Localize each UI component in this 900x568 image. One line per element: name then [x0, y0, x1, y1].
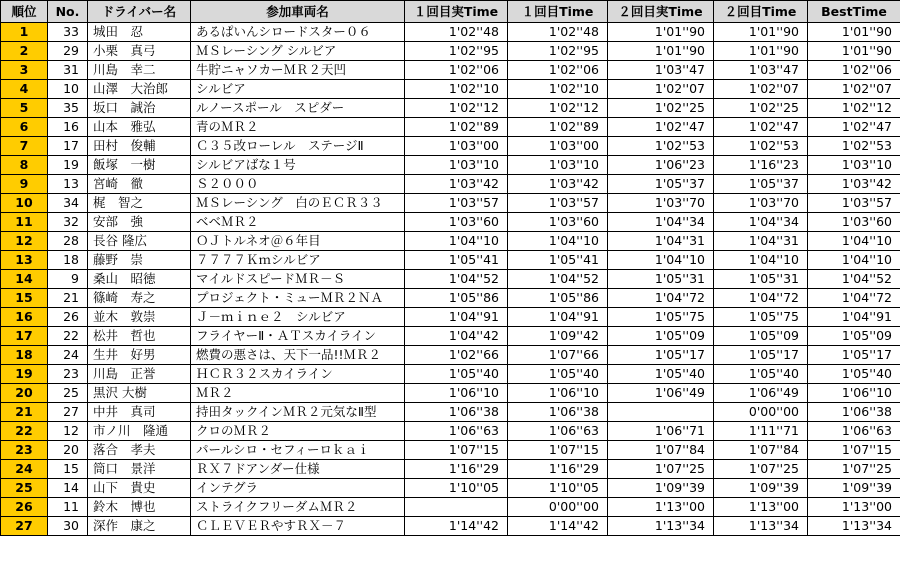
run1-actual-time-cell: 1'02''10 [405, 80, 508, 99]
driver-name-cell: 飯塚 一樹 [88, 156, 191, 175]
best-time-cell: 1'02''53 [808, 137, 900, 156]
run2-time-cell: 1'04''31 [714, 232, 808, 251]
run1-time-cell: 1'02''12 [508, 99, 608, 118]
best-time-cell: 1'01''90 [808, 42, 900, 61]
run2-time-cell: 1'05''31 [714, 270, 808, 289]
run2-time-cell: 1'05''17 [714, 346, 808, 365]
driver-name-cell: 川島 正誉 [88, 365, 191, 384]
table-row [1, 42, 900, 61]
driver-name-cell: 中井 真司 [88, 403, 191, 422]
car-number-cell: 16 [48, 118, 88, 137]
run1-time-cell: 1'05''86 [508, 289, 608, 308]
rank-cell: 6 [1, 118, 48, 137]
run1-actual-time-cell: 1'03''60 [405, 213, 508, 232]
driver-name-cell: 宮崎 徹 [88, 175, 191, 194]
driver-name-cell: 桑山 昭徳 [88, 270, 191, 289]
rank-cell: 11 [1, 213, 48, 232]
table-row [1, 194, 900, 213]
header-run2-actual: ２回目実Time [608, 1, 714, 23]
car-name-cell: パールシロ・セフィーロｋａｉ [191, 441, 405, 460]
rank-cell: 26 [1, 498, 48, 517]
run1-actual-time-cell: 1'04''42 [405, 327, 508, 346]
table-row [1, 99, 900, 118]
car-number-cell: 25 [48, 384, 88, 403]
car-number-cell: 28 [48, 232, 88, 251]
table-row [1, 175, 900, 194]
run2-actual-time-cell: 1'06''49 [608, 384, 714, 403]
driver-name-cell: 藤野 崇 [88, 251, 191, 270]
table-row [1, 289, 900, 308]
run1-actual-time-cell: 1'02''48 [405, 23, 508, 42]
driver-name-cell: 深作 康之 [88, 517, 191, 536]
rank-cell: 27 [1, 517, 48, 536]
rank-cell: 8 [1, 156, 48, 175]
run1-time-cell: 1'14''42 [508, 517, 608, 536]
driver-name-cell: 梶 智之 [88, 194, 191, 213]
table-row [1, 137, 900, 156]
rank-cell: 12 [1, 232, 48, 251]
car-number-cell: 19 [48, 156, 88, 175]
header-run1-time: １回目Time [508, 1, 608, 23]
car-number-cell: 29 [48, 42, 88, 61]
run2-time-cell: 1'07''25 [714, 460, 808, 479]
car-name-cell: 青のＭＲ２ [191, 118, 405, 137]
run2-time-cell: 1'05''09 [714, 327, 808, 346]
header-run1-actual: １回目実Time [405, 1, 508, 23]
run2-time-cell: 1'02''47 [714, 118, 808, 137]
run2-actual-time-cell [608, 403, 714, 422]
rank-cell: 16 [1, 308, 48, 327]
best-time-cell: 1'04''52 [808, 270, 900, 289]
run2-time-cell: 0'00''00 [714, 403, 808, 422]
run1-actual-time-cell: 1'05''41 [405, 251, 508, 270]
best-time-cell: 1'05''09 [808, 327, 900, 346]
car-number-cell: 24 [48, 346, 88, 365]
run2-time-cell: 1'13''00 [714, 498, 808, 517]
table-row [1, 327, 900, 346]
run1-time-cell: 1'02''89 [508, 118, 608, 137]
best-time-cell: 1'07''15 [808, 441, 900, 460]
driver-name-cell: 山本 雅弘 [88, 118, 191, 137]
car-name-cell: 燃費の悪さは、天下一品!!ＭＲ２ [191, 346, 405, 365]
car-number-cell: 21 [48, 289, 88, 308]
best-time-cell: 1'02''12 [808, 99, 900, 118]
run2-actual-time-cell: 1'02''47 [608, 118, 714, 137]
run2-actual-time-cell: 1'02''07 [608, 80, 714, 99]
run1-time-cell: 1'06''38 [508, 403, 608, 422]
car-name-cell: ＯＪトルネオ＠６年目 [191, 232, 405, 251]
run2-actual-time-cell: 1'05''75 [608, 308, 714, 327]
run1-time-cell: 1'03''57 [508, 194, 608, 213]
run1-time-cell: 1'03''60 [508, 213, 608, 232]
run2-actual-time-cell: 1'06''23 [608, 156, 714, 175]
header-number: No. [48, 1, 88, 23]
run1-time-cell: 1'03''10 [508, 156, 608, 175]
run2-actual-time-cell: 1'04''10 [608, 251, 714, 270]
run2-actual-time-cell: 1'07''25 [608, 460, 714, 479]
run2-actual-time-cell: 1'04''72 [608, 289, 714, 308]
driver-name-cell: 城田 忍 [88, 23, 191, 42]
run2-time-cell: 1'09''39 [714, 479, 808, 498]
car-number-cell: 11 [48, 498, 88, 517]
car-number-cell: 10 [48, 80, 88, 99]
car-number-cell: 27 [48, 403, 88, 422]
run2-actual-time-cell: 1'03''70 [608, 194, 714, 213]
table-row [1, 498, 900, 517]
car-name-cell: あるぱいんシロードスター０６ [191, 23, 405, 42]
rank-cell: 14 [1, 270, 48, 289]
run2-time-cell: 1'02''07 [714, 80, 808, 99]
table-row [1, 308, 900, 327]
best-time-cell: 1'04''91 [808, 308, 900, 327]
car-number-cell: 33 [48, 23, 88, 42]
car-name-cell: ストライクフリーダムＭＲ２ [191, 498, 405, 517]
driver-name-cell: 山澤 大治郎 [88, 80, 191, 99]
table-row [1, 213, 900, 232]
run2-actual-time-cell: 1'03''47 [608, 61, 714, 80]
best-time-cell: 1'03''57 [808, 194, 900, 213]
driver-name-cell: 田村 俊輔 [88, 137, 191, 156]
best-time-cell: 1'06''38 [808, 403, 900, 422]
driver-name-cell: 川島 幸二 [88, 61, 191, 80]
car-number-cell: 18 [48, 251, 88, 270]
car-number-cell: 22 [48, 327, 88, 346]
table-row [1, 118, 900, 137]
car-number-cell: 26 [48, 308, 88, 327]
table-row [1, 441, 900, 460]
car-number-cell: 15 [48, 460, 88, 479]
best-time-cell: 1'04''10 [808, 232, 900, 251]
best-time-cell: 1'05''40 [808, 365, 900, 384]
run1-actual-time-cell: 1'07''15 [405, 441, 508, 460]
run2-actual-time-cell: 1'04''34 [608, 213, 714, 232]
rank-cell: 18 [1, 346, 48, 365]
run2-actual-time-cell: 1'05''09 [608, 327, 714, 346]
run1-time-cell: 1'06''63 [508, 422, 608, 441]
run1-time-cell: 1'10''05 [508, 479, 608, 498]
run1-time-cell: 1'09''42 [508, 327, 608, 346]
run1-actual-time-cell: 1'05''86 [405, 289, 508, 308]
run1-actual-time-cell: 1'04''10 [405, 232, 508, 251]
run1-time-cell: 1'02''95 [508, 42, 608, 61]
run1-actual-time-cell: 1'02''12 [405, 99, 508, 118]
car-number-cell: 31 [48, 61, 88, 80]
driver-name-cell: 篠崎 寿之 [88, 289, 191, 308]
run2-time-cell: 1'01''90 [714, 42, 808, 61]
car-number-cell: 34 [48, 194, 88, 213]
driver-name-cell: 長谷 隆広 [88, 232, 191, 251]
run2-actual-time-cell: 1'05''17 [608, 346, 714, 365]
rank-cell: 25 [1, 479, 48, 498]
run1-actual-time-cell: 1'16''29 [405, 460, 508, 479]
run2-time-cell: 1'06''49 [714, 384, 808, 403]
rank-cell: 4 [1, 80, 48, 99]
driver-name-cell: 筒口 景洋 [88, 460, 191, 479]
table-row [1, 517, 900, 536]
run1-time-cell: 1'05''41 [508, 251, 608, 270]
car-name-cell: ルノースポール スピダー [191, 99, 405, 118]
run1-actual-time-cell: 1'03''10 [405, 156, 508, 175]
run1-time-cell: 1'02''06 [508, 61, 608, 80]
car-name-cell: ＭＳレーシング シルビア [191, 42, 405, 61]
run2-actual-time-cell: 1'05''40 [608, 365, 714, 384]
rank-cell: 10 [1, 194, 48, 213]
run2-time-cell: 1'05''37 [714, 175, 808, 194]
table-row [1, 80, 900, 99]
best-time-cell: 1'01''90 [808, 23, 900, 42]
rank-cell: 13 [1, 251, 48, 270]
car-name-cell: ＭＳレーシング 白のＥＣＲ３３ [191, 194, 405, 213]
run1-time-cell: 1'04''52 [508, 270, 608, 289]
driver-name-cell: 小栗 真弓 [88, 42, 191, 61]
driver-name-cell: 鈴木 博也 [88, 498, 191, 517]
car-name-cell: ベベＭＲ２ [191, 213, 405, 232]
table-row [1, 232, 900, 251]
table-row [1, 61, 900, 80]
header-row [1, 1, 900, 23]
run2-time-cell: 1'02''25 [714, 99, 808, 118]
best-time-cell: 1'03''42 [808, 175, 900, 194]
run1-actual-time-cell: 1'14''42 [405, 517, 508, 536]
car-name-cell: ＣＬＥＶＥＲやすＲＸ－７ [191, 517, 405, 536]
car-number-cell: 12 [48, 422, 88, 441]
best-time-cell: 1'04''72 [808, 289, 900, 308]
rank-cell: 24 [1, 460, 48, 479]
run2-actual-time-cell: 1'01''90 [608, 23, 714, 42]
car-name-cell: フライヤーⅡ・ＡＴスカイライン [191, 327, 405, 346]
car-number-cell: 35 [48, 99, 88, 118]
run2-actual-time-cell: 1'05''31 [608, 270, 714, 289]
run1-actual-time-cell: 1'02''95 [405, 42, 508, 61]
run2-time-cell: 1'13''34 [714, 517, 808, 536]
run2-actual-time-cell: 1'13''00 [608, 498, 714, 517]
driver-name-cell: 坂口 誠治 [88, 99, 191, 118]
car-number-cell: 30 [48, 517, 88, 536]
table-body [1, 23, 900, 536]
table-row [1, 422, 900, 441]
best-time-cell: 1'03''10 [808, 156, 900, 175]
run1-time-cell: 1'06''10 [508, 384, 608, 403]
car-name-cell: Ｊ－ｍｉｎｅ２ シルビア [191, 308, 405, 327]
run2-time-cell: 1'05''75 [714, 308, 808, 327]
driver-name-cell: 松井 哲也 [88, 327, 191, 346]
run2-actual-time-cell: 1'02''53 [608, 137, 714, 156]
rank-cell: 15 [1, 289, 48, 308]
car-number-cell: 9 [48, 270, 88, 289]
car-name-cell: インテグラ [191, 479, 405, 498]
car-name-cell: ＭＲ２ [191, 384, 405, 403]
table-row [1, 460, 900, 479]
rank-cell: 1 [1, 23, 48, 42]
run2-time-cell: 1'05''40 [714, 365, 808, 384]
car-name-cell: マイルドスピードＭＲ－Ｓ [191, 270, 405, 289]
car-number-cell: 20 [48, 441, 88, 460]
best-time-cell: 1'13''00 [808, 498, 900, 517]
rank-cell: 19 [1, 365, 48, 384]
run2-actual-time-cell: 1'07''84 [608, 441, 714, 460]
table-row [1, 251, 900, 270]
run2-time-cell: 1'04''10 [714, 251, 808, 270]
car-name-cell: シルビアばな１号 [191, 156, 405, 175]
driver-name-cell: 落合 孝夫 [88, 441, 191, 460]
run1-actual-time-cell: 1'06''10 [405, 384, 508, 403]
rank-cell: 20 [1, 384, 48, 403]
run1-actual-time-cell: 1'02''66 [405, 346, 508, 365]
car-name-cell: 持田タックインＭＲ２元気なⅡ型 [191, 403, 405, 422]
run1-time-cell: 1'04''91 [508, 308, 608, 327]
best-time-cell: 1'02''06 [808, 61, 900, 80]
run2-time-cell: 1'02''53 [714, 137, 808, 156]
table-header [1, 1, 900, 23]
rank-cell: 22 [1, 422, 48, 441]
driver-name-cell: 並木 敦崇 [88, 308, 191, 327]
run2-actual-time-cell: 1'06''71 [608, 422, 714, 441]
run2-time-cell: 1'04''72 [714, 289, 808, 308]
run1-actual-time-cell: 1'06''63 [405, 422, 508, 441]
car-name-cell: シルビア [191, 80, 405, 99]
rank-cell: 3 [1, 61, 48, 80]
table-row [1, 23, 900, 42]
best-time-cell: 1'02''47 [808, 118, 900, 137]
run2-time-cell: 1'11''71 [714, 422, 808, 441]
run2-time-cell: 1'07''84 [714, 441, 808, 460]
table-row [1, 156, 900, 175]
run1-actual-time-cell: 1'03''42 [405, 175, 508, 194]
best-time-cell: 1'06''63 [808, 422, 900, 441]
header-rank: 順位 [1, 1, 48, 23]
car-name-cell: Ｓ２０００ [191, 175, 405, 194]
car-name-cell: Ｃ３５改ローレル ステージⅡ [191, 137, 405, 156]
best-time-cell: 1'13''34 [808, 517, 900, 536]
driver-name-cell: 安部 強 [88, 213, 191, 232]
best-time-cell: 1'02''07 [808, 80, 900, 99]
run1-actual-time-cell: 1'04''91 [405, 308, 508, 327]
run1-time-cell: 1'03''42 [508, 175, 608, 194]
run2-time-cell: 1'03''70 [714, 194, 808, 213]
run1-actual-time-cell: 1'03''00 [405, 137, 508, 156]
run1-time-cell: 1'02''10 [508, 80, 608, 99]
rank-cell: 5 [1, 99, 48, 118]
car-name-cell: ＨＣＲ３２スカイライン [191, 365, 405, 384]
run2-actual-time-cell: 1'02''25 [608, 99, 714, 118]
run2-time-cell: 1'04''34 [714, 213, 808, 232]
driver-name-cell: 生井 好男 [88, 346, 191, 365]
car-name-cell: 牛貯ニャソカーＭＲ２天凹 [191, 61, 405, 80]
table-row [1, 384, 900, 403]
run1-time-cell: 1'16''29 [508, 460, 608, 479]
header-best-time: BestTime [808, 1, 900, 23]
best-time-cell: 1'06''10 [808, 384, 900, 403]
rank-cell: 2 [1, 42, 48, 61]
table-row [1, 403, 900, 422]
run2-actual-time-cell: 1'09''39 [608, 479, 714, 498]
table-row [1, 479, 900, 498]
car-number-cell: 23 [48, 365, 88, 384]
car-name-cell: プロジェクト・ミューＭＲ２ＮＡ [191, 289, 405, 308]
table-row [1, 270, 900, 289]
header-run2-time: ２回目Time [714, 1, 808, 23]
best-time-cell: 1'04''10 [808, 251, 900, 270]
run2-time-cell: 1'16''23 [714, 156, 808, 175]
best-time-cell: 1'03''60 [808, 213, 900, 232]
best-time-cell: 1'05''17 [808, 346, 900, 365]
run2-actual-time-cell: 1'05''37 [608, 175, 714, 194]
run1-actual-time-cell: 1'06''38 [405, 403, 508, 422]
car-name-cell: クロのＭＲ２ [191, 422, 405, 441]
rank-cell: 21 [1, 403, 48, 422]
run2-actual-time-cell: 1'01''90 [608, 42, 714, 61]
run1-time-cell: 1'02''48 [508, 23, 608, 42]
rank-cell: 7 [1, 137, 48, 156]
rank-cell: 23 [1, 441, 48, 460]
run1-time-cell: 1'03''00 [508, 137, 608, 156]
run1-actual-time-cell: 1'10''05 [405, 479, 508, 498]
driver-name-cell: 市ノ川 隆通 [88, 422, 191, 441]
run1-actual-time-cell: 1'02''89 [405, 118, 508, 137]
best-time-cell: 1'09''39 [808, 479, 900, 498]
run1-actual-time-cell: 1'02''06 [405, 61, 508, 80]
driver-name-cell: 黒沢 大樹 [88, 384, 191, 403]
table-row [1, 346, 900, 365]
run2-time-cell: 1'01''90 [714, 23, 808, 42]
driver-name-cell: 山下 貴史 [88, 479, 191, 498]
rank-cell: 17 [1, 327, 48, 346]
run2-actual-time-cell: 1'04''31 [608, 232, 714, 251]
run1-actual-time-cell: 1'04''52 [405, 270, 508, 289]
run1-time-cell: 1'07''66 [508, 346, 608, 365]
header-driver: ドライバー名 [88, 1, 191, 23]
run1-time-cell: 1'05''40 [508, 365, 608, 384]
header-car: 参加車両名 [191, 1, 405, 23]
run1-time-cell: 1'07''15 [508, 441, 608, 460]
run1-actual-time-cell: 1'05''40 [405, 365, 508, 384]
car-name-cell: ７７７７Ｋｍシルビア [191, 251, 405, 270]
rank-cell: 9 [1, 175, 48, 194]
run2-actual-time-cell: 1'13''34 [608, 517, 714, 536]
run1-actual-time-cell [405, 498, 508, 517]
run1-actual-time-cell: 1'03''57 [405, 194, 508, 213]
car-name-cell: ＲＸ７ドアンダー仕様 [191, 460, 405, 479]
run1-time-cell: 1'04''10 [508, 232, 608, 251]
car-number-cell: 14 [48, 479, 88, 498]
best-time-cell: 1'07''25 [808, 460, 900, 479]
car-number-cell: 17 [48, 137, 88, 156]
run1-time-cell: 0'00''00 [508, 498, 608, 517]
table-row [1, 365, 900, 384]
car-number-cell: 32 [48, 213, 88, 232]
run2-time-cell: 1'03''47 [714, 61, 808, 80]
car-number-cell: 13 [48, 175, 88, 194]
